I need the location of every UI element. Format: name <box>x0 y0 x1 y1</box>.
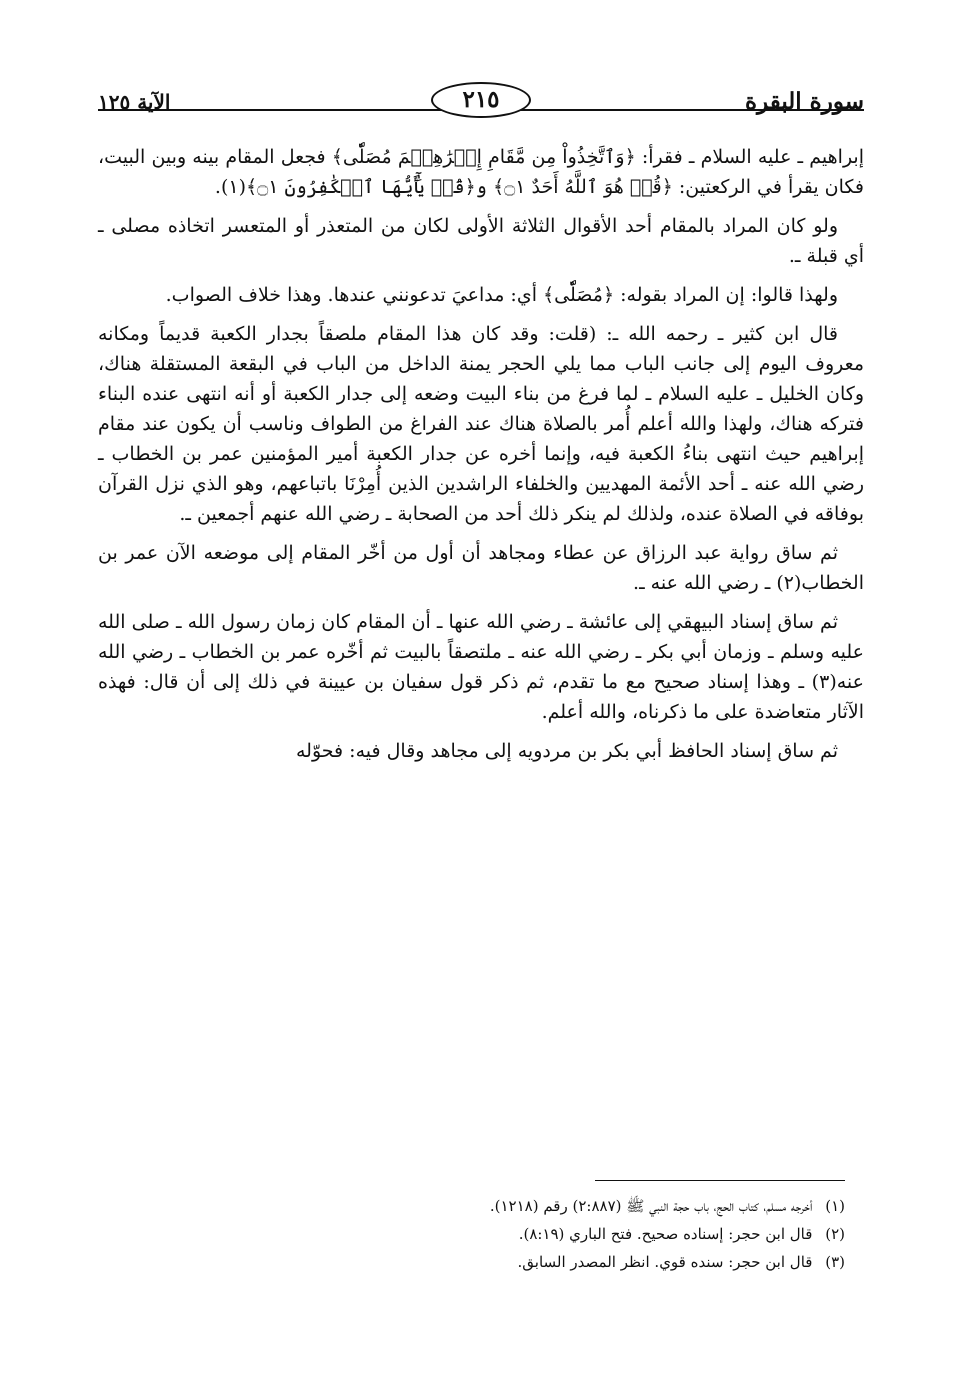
paragraph: قال ابن كثير ـ رحمه الله ـ: (قلت: وقد كان هذا المقام ملصقاً بجدار الكعبة قديماً ومكانه معروف اليوم إلى جانب الباب مما يلي الحجر يمنة الداخل من الباب في البقعة المستقلة هناك، وكان الخليل ـ عليه السلام ـ لما فرغ من بناء البيت وضعه إلى جدار الكعبة أو أنه انتهى عنده البناء فتركه هناك، ولهذا والله أعلم أُمر بالصلاة هناك عند الفراغ من الطواف وناسب أن يكون عند مقام إبراهيم حيث انتهى بناءُ الكعبة فيه، وإنما أخره عن جدار الكعبة أمير المؤمنين عمر بن الخطاب ـ رضي الله عنه ـ أحد الأئمة المهديين والخلفاء الراشدين الذين أُمِرْنَا باتباعهم، وهو الذي نزل القرآن بوفاقه في الصلاة عنده، ولذلك لم ينكر ذلك أحد من الصحابة ـ رضي الله عنهم أجمعين ـ. <box>98 323 864 525</box>
page-number: ٢١٥ <box>431 82 531 118</box>
body-text <box>98 142 864 766</box>
footnote-text: قال ابن حجر: سنده قوي. انظر المصدر السابق. <box>517 1253 813 1271</box>
paragraph: ولو كان المراد بالمقام أحد الأقوال الثلاثة الأولى لكان من المتعذر أو المتعسر اتخاذه مصلى ـ أي قبلة ـ. <box>98 215 864 267</box>
footnote-text: قال ابن حجر: إسناده صحيح. فتح الباري (٨:١٩). <box>518 1225 813 1243</box>
paragraph: ثم ساق إسناد الحافظ أبي بكر بن مردويه إلى مجاهد وقال فيه: فحوّله <box>296 740 838 762</box>
footnote-item <box>105 1192 845 1220</box>
ayah-label: الآية ١٢٥ <box>98 90 171 114</box>
footnote-item <box>105 1220 845 1248</box>
footnote-number: (٢) <box>825 1225 845 1243</box>
footnote-rule <box>595 1180 845 1181</box>
footnotes <box>105 1180 845 1276</box>
page-header <box>98 82 864 126</box>
footnote-item <box>105 1248 845 1276</box>
paragraph: ثم ساق رواية عبد الرزاق عن عطاء ومجاهد أن أول من أخّر المقام إلى موضعه الآن عمر بن الخطاب(٢) ـ رضي الله عنه ـ. <box>98 542 864 594</box>
footnote-number: (١) <box>825 1197 845 1215</box>
footnote-text: أخرجه مسلم، كتاب الحج، باب حجة النبي ﷺ (٢:٨٨٧) رقم (١٢١٨). <box>489 1197 813 1215</box>
book-page <box>98 82 864 775</box>
paragraph: ولهذا قالوا: إن المراد بقوله: ﴿مُصَلّٗى﴾ أي: مداعيَ تدعونني عندها. وهذا خلاف الصواب. <box>165 284 838 306</box>
surah-title: سورة البقرة <box>744 88 864 115</box>
paragraph: ثم ساق إسناد البيهقي إلى عائشة ـ رضي الله عنها ـ أن المقام كان زمان رسول الله ـ صلى الله عليه وسلم ـ وزمان أبي بكر ـ رضي الله عنه ـ ملتصقاً بالبيت ثم أخّره عمر بن الخطاب ـ رضي الله عنه(٣) ـ وهذا إسناد صحيح مع ما تقدم، ثم ذكر قول سفيان بن عيينة في ذلك إلى أن قال: فهذه الآثار متعاضدة على ما ذكرناه، والله أعلم. <box>98 611 864 723</box>
footnote-number: (٣) <box>825 1253 845 1271</box>
paragraph: إبراهيم ـ عليه السلام ـ فقرأ: ﴿وَٱتَّخِذُواْ مِن مَّقَامِ إِبۡرَٰهِـۧمَ مُصَلّٗى﴾ فجعل المقام بينه وبين البيت، فكان يقرأ في الركعتين: ﴿قُلۡ هُوَ ٱللَّهُ أَحَدٌ ۝١﴾ و﴿قُلۡ يَٰٓأَيُّهَا ٱلۡكَٰفِرُونَ ۝١﴾(١). <box>98 146 864 198</box>
